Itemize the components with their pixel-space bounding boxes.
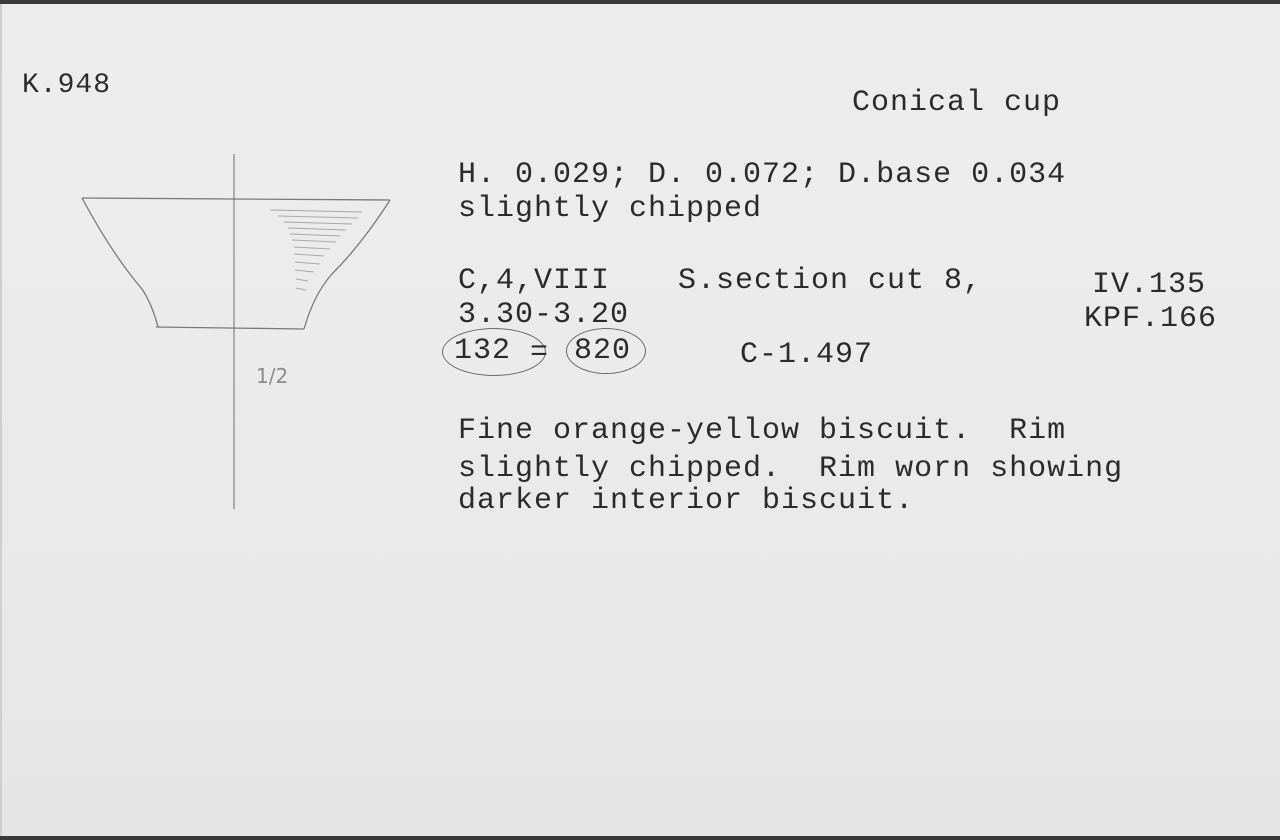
number-b: 820 [574,334,632,368]
catalog-number: K.948 [22,70,112,101]
dimensions-line: H. 0.029; D. 0.072; D.base 0.034 [458,158,1067,192]
index-card [0,4,1280,836]
context-depth: 3.30-3.20 [458,298,630,332]
reference-kpf: KPF.166 [1084,302,1218,336]
description-line-3: darker interior biscuit. [458,484,915,518]
description-line-1: Fine orange-yellow biscuit. Rim [458,414,1067,448]
context-location: C,4,VIII [458,264,611,298]
condition-line: slightly chipped [458,192,763,226]
number-a: 132 [454,334,512,368]
drawing-scale-label: 1/2 [256,364,289,388]
description-line-2: slightly chipped. Rim worn showing [458,452,1124,486]
equals-sign: = [530,336,550,370]
catalog-reference: C-1.497 [740,338,874,372]
object-type: Conical cup [852,86,1062,120]
reference-iv: IV.135 [1092,268,1207,302]
context-section: S.section cut 8, [678,264,983,298]
